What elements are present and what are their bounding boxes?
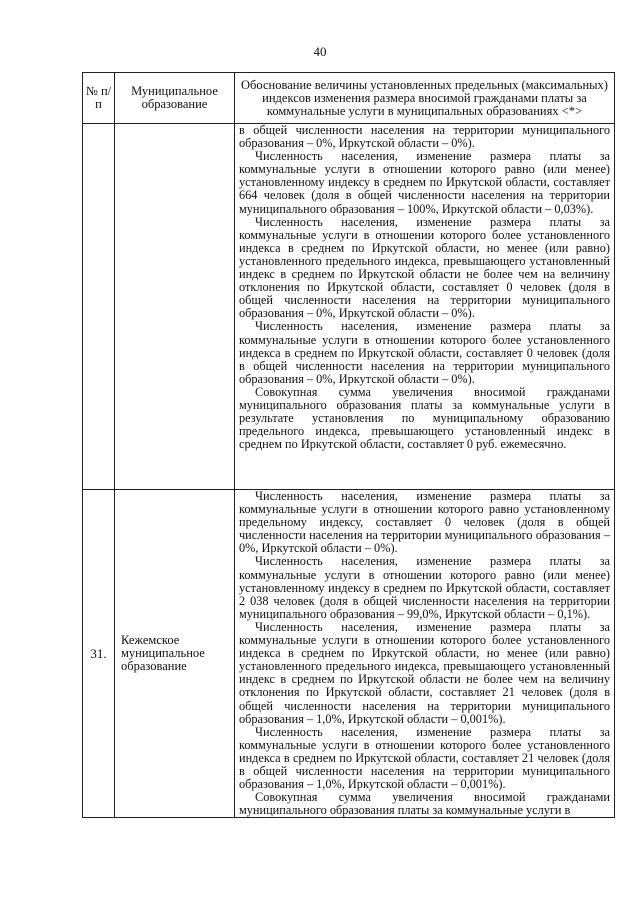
justification-paragraph: Совокупная сумма увеличения вносимой гражданами муниципального образования платы за коммунальные услуги в результате установления по муниципальному образованию предельного индекса, превышающего установленный индекс в среднем по Иркутской области, составляет 0 руб. ежемесячно. [239, 384, 610, 452]
row-justification [235, 490, 615, 818]
row-municipality [115, 124, 235, 490]
justification-paragraph: Численность населения, изменение размера платы за коммунальные услуги в отношении которого равно (или менее) установленному индексу в среднем по Иркутской области, составляет 2 038 человек (доля в общей численности населения на территории муниципального образования – 99,0%, Иркутской области – 0,1%). [239, 554, 610, 621]
row-municipality: Кежемское муниципальное образование [115, 490, 235, 818]
page-number: 40 [313, 44, 327, 59]
header-municipality: Муниципальное образование [115, 73, 235, 124]
justification-paragraph: Численность населения, изменение размера платы за коммунальные услуги в отношении которого равно (или менее) установленному индексу в среднем по Иркутской области, составляет 664 человек (доля в общей численности населения на территории муниципального образования – 100%, Иркутской области – 0,03%). [239, 149, 610, 216]
justification-paragraph: Численность населения, изменение размера платы за коммунальные услуги в отношении которого более установленного индекса в среднем по Иркутской области, но менее (или равно) установленного предельного индекса, превышающего установленный индекс в среднем по Иркутской области не более чем на величину отклонения по Иркутской области, составляет 21 человек (доля в общей численности населения на территории муниципального образования – 1,0%, Иркутской области – 0,001%). [239, 619, 610, 726]
row-justification [235, 124, 615, 490]
header-num: № п/п [83, 73, 115, 124]
row-number: 31. [83, 490, 115, 818]
justification-paragraph: Численность населения, изменение размера платы за коммунальные услуги в отношении которого более установленного индекса в среднем по Иркутской области, составляет 0 человек (доля в общей численности населения на территории муниципального образования – 0%, Иркутской области – 0%). [239, 319, 610, 386]
justification-paragraph: Численность населения, изменение размера платы за коммунальные услуги в отношении которого более установленного индекса в среднем по Иркутской области, составляет 21 человек (доля в общей численности населения на территории муниципального образования – 1,0%, Иркутской области – 0,001%). [239, 724, 610, 792]
table-header-row [83, 73, 615, 124]
header-justification: Обоснование величины установленных предельных (максимальных) индексов изменения размера вносимой гражданами платы за коммунальные услуги в муниципальных образованиях <*> [235, 73, 615, 124]
justification-paragraph: Совокупная сумма увеличения вносимой гражданами муниципального образования платы за коммунальные услуги в [239, 790, 610, 818]
justification-paragraph: в общей численности населения на территории муниципального образования – 0%, Иркутской области – 0%). [239, 123, 610, 151]
justification-paragraph: Численность населения, изменение размера платы за коммунальные услуги в отношении которого равно установленному предельному индексу, составляет 0 человек (доля в общей численности населения на территории муниципального образования – 0%, Иркутской области – 0%). [239, 489, 610, 556]
table-row [83, 490, 615, 818]
justification-table [82, 72, 615, 818]
justification-paragraph: Численность населения, изменение размера платы за коммунальные услуги в отношении которого более установленного индекса в среднем по Иркутской области, но менее (или равно) установленного предельного индекса, превышающего установленный индекс в среднем по Иркутской области не более чем на величину отклонения по Иркутской области, составляет 0 человек (доля в общей численности населения на территории муниципального образования – 0%, Иркутской области – 0%). [239, 214, 610, 321]
row-number [83, 124, 115, 490]
table-row [83, 124, 615, 490]
